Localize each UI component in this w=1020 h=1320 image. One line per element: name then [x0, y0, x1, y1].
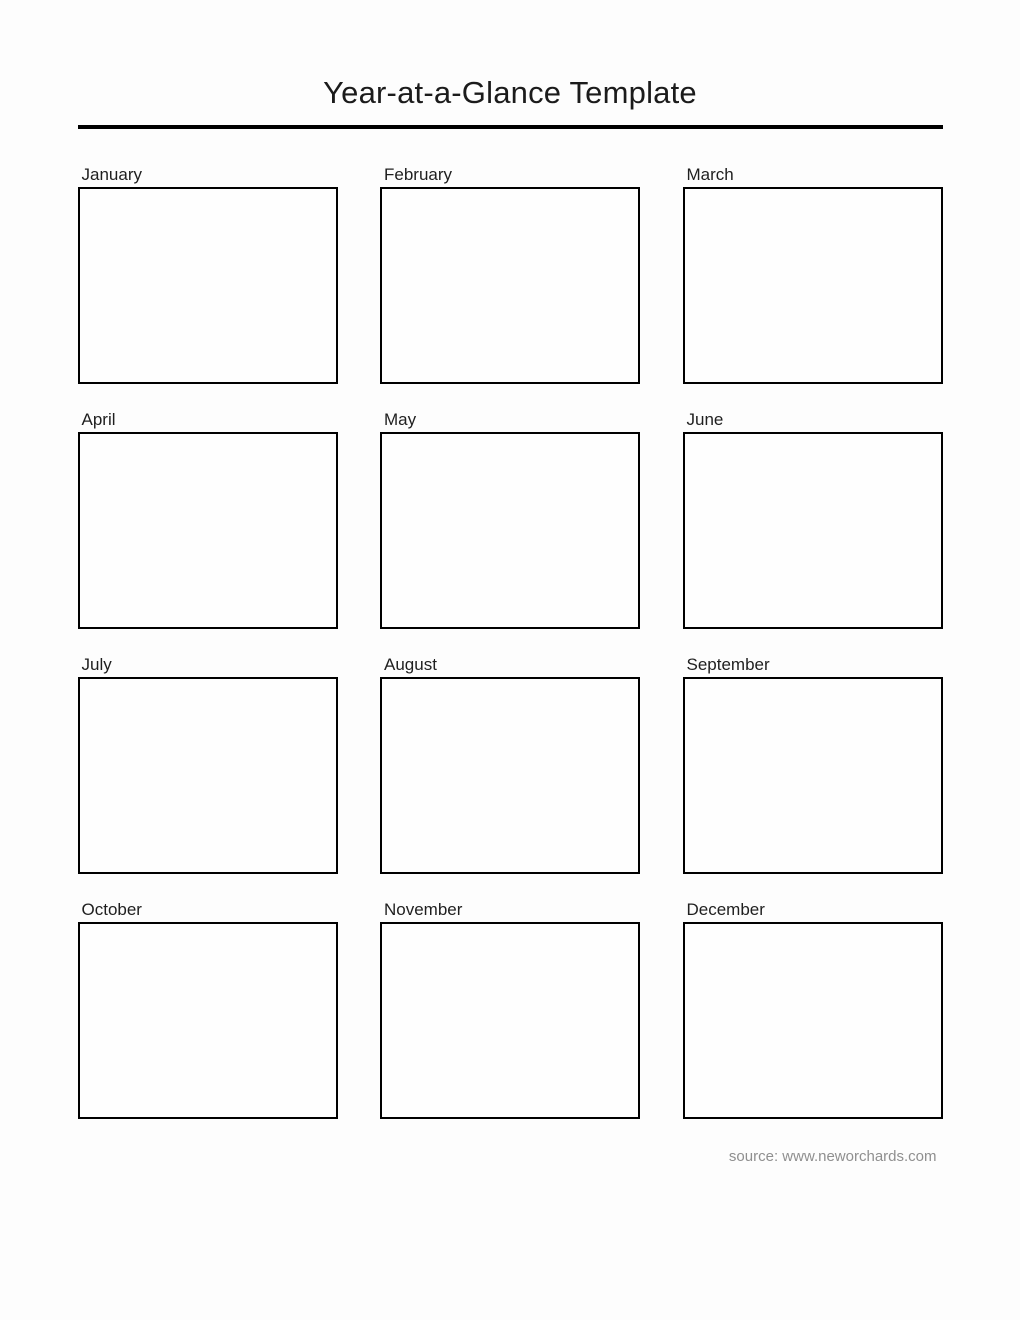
month-box [78, 432, 338, 629]
month-box [683, 432, 943, 629]
month-label: November [384, 900, 463, 919]
month-label: December [686, 900, 765, 919]
month-label: March [686, 165, 734, 184]
month-box [380, 432, 640, 629]
month-label: April [81, 410, 116, 429]
month-label: August [384, 655, 437, 674]
month-cell-july [78, 655, 338, 874]
month-cell-february [380, 165, 640, 384]
month-cell-august [380, 655, 640, 874]
month-box [683, 187, 943, 384]
month-label: January [81, 165, 142, 184]
title-divider [78, 125, 943, 129]
month-cell-june [683, 410, 943, 629]
month-label: October [81, 900, 142, 919]
month-box [78, 187, 338, 384]
month-cell-september [683, 655, 943, 874]
month-cell-april [78, 410, 338, 629]
month-label: July [81, 655, 112, 674]
month-box [380, 922, 640, 1119]
page-content [78, 0, 943, 1165]
month-box [683, 922, 943, 1119]
month-label: May [384, 410, 417, 429]
month-cell-march [683, 165, 943, 384]
month-box [380, 187, 640, 384]
month-label: June [686, 410, 724, 429]
month-cell-november [380, 900, 640, 1119]
month-box [683, 677, 943, 874]
page-title: Year-at-a-Glance Template [323, 75, 697, 110]
source-attribution: source: www.neworchards.com [728, 1148, 937, 1165]
month-box [78, 677, 338, 874]
month-cell-january [78, 165, 338, 384]
month-box [380, 677, 640, 874]
month-box [78, 922, 338, 1119]
month-grid [78, 165, 943, 1119]
month-cell-may [380, 410, 640, 629]
month-label: February [384, 165, 453, 184]
month-label: September [686, 655, 770, 674]
month-cell-october [78, 900, 338, 1119]
month-cell-december [683, 900, 943, 1119]
